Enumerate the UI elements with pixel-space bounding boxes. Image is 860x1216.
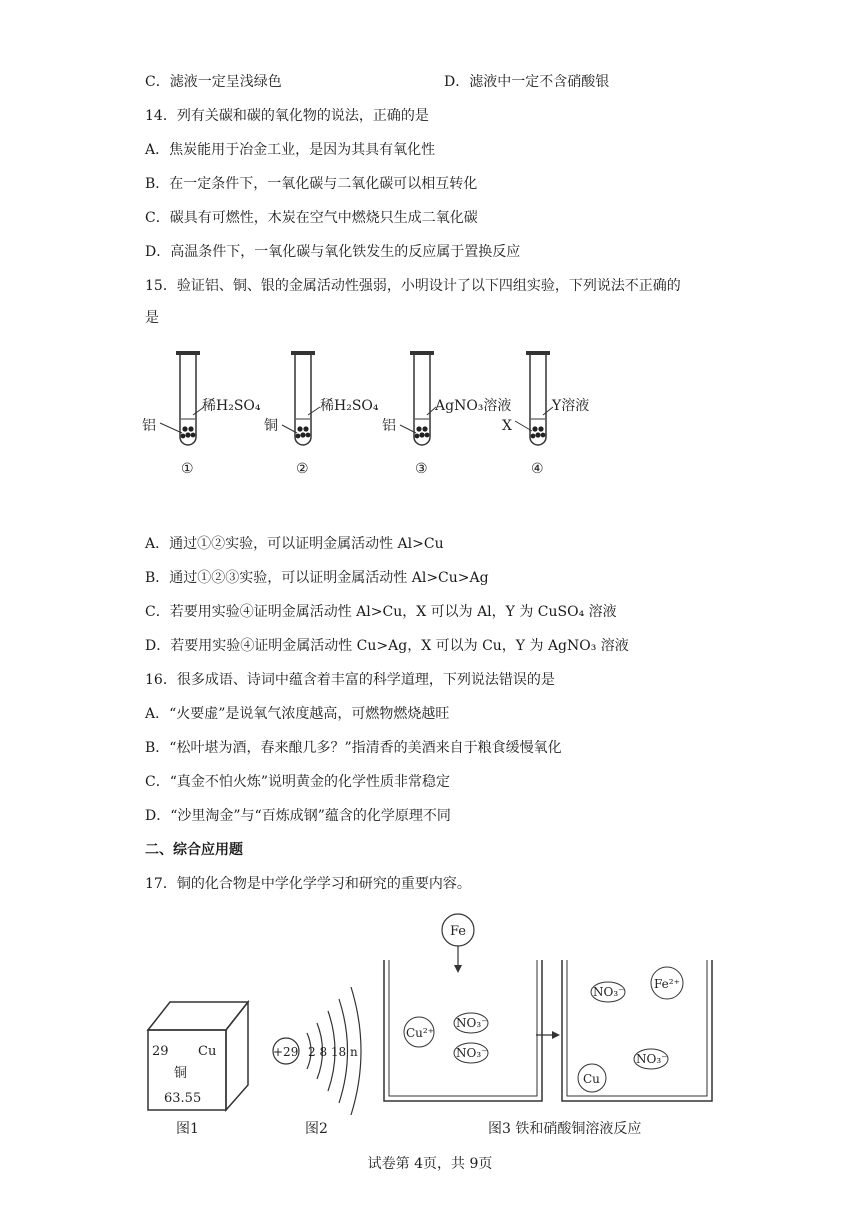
q14-option-b: B．在一定条件下，一氧化碳与二氧化碳可以相互转化 — [145, 176, 478, 192]
q13-option-d: D．滤液中一定不含硝酸银 — [444, 74, 610, 90]
tube-3-number: ③ — [415, 461, 428, 477]
fig3-left-ion-1: Cu²⁺ — [406, 1026, 435, 1040]
q15-option-a: A．通过①②实验，可以证明金属活动性 Al>Cu — [145, 536, 444, 552]
q15-option-d: D．若要用实验④证明金属活动性 Cu>Ag，X 可以为 Cu，Y 为 AgNO₃ 溶液 — [145, 638, 629, 654]
q15-stem-line2: 是 — [145, 310, 159, 326]
q16-option-c: C．“真金不怕火炼”说明黄金的化学性质非常稳定 — [145, 774, 451, 790]
fig1-symbol: Cu — [198, 1044, 217, 1059]
q17-stem: 17．铜的化合物是中学化学学习和研究的重要内容。 — [145, 876, 471, 892]
fig3-caption: 图3 铁和硝酸铜溶液反应 — [488, 1121, 642, 1137]
fig3-reaction — [384, 914, 712, 1137]
fig3-right-ion-2: Fe²⁺ — [654, 977, 680, 991]
q17-figures — [140, 905, 730, 1145]
fig2-nucleus: +29 — [273, 1045, 299, 1059]
q15-option-b: B．通过①②③实验，可以证明金属活动性 Al>Cu>Ag — [145, 570, 489, 586]
tube-2-solution: 稀H₂SO₄ — [320, 398, 379, 414]
q13-option-c: C．滤液一定呈浅绿色 — [145, 74, 282, 90]
fig3-right-ion-1: NO₃⁻ — [593, 985, 625, 999]
q15-stem-line1: 15．验证铝、铜、银的金属活动性强弱，小明设计了以下四组实验，下列说法不正确的 — [145, 278, 681, 294]
fig1-mass: 63.55 — [164, 1091, 202, 1106]
tube-1-number: ① — [181, 461, 194, 477]
tube-2-number: ② — [296, 461, 309, 477]
test-tube-2 — [264, 351, 379, 477]
tube-4-solution: Y溶液 — [552, 398, 590, 414]
q15-option-c: C．若要用实验④证明金属活动性 Al>Cu，X 可以为 Al，Y 为 CuSO₄ 溶液 — [145, 604, 617, 620]
fig2-shells: 2 8 18 n — [308, 1045, 358, 1059]
q14-stem: 14．列有关碳和碳的氧化物的说法，正确的是 — [145, 108, 429, 124]
tube-1-solution: 稀H₂SO₄ — [202, 398, 261, 414]
q16-option-b: B．“松叶堪为酒，春来酿几多？”指清香的美酒来自于粮食缓慢氧化 — [145, 740, 562, 756]
tube-4-metal: X — [502, 418, 512, 434]
fig1-atomic-number: 29 — [152, 1044, 169, 1059]
tube-3-solution: AgNO₃溶液 — [435, 398, 512, 414]
fig1-element-cube — [148, 1002, 248, 1137]
tube-2-metal: 铜 — [264, 418, 278, 434]
test-tube-4 — [502, 351, 589, 477]
test-tube-3 — [382, 351, 511, 477]
tube-1-metal: 铝 — [142, 418, 156, 434]
q14-option-c: C．碳具有可燃性，木炭在空气中燃烧只生成二氧化碳 — [145, 210, 478, 226]
tube-3-metal: 铝 — [382, 418, 396, 434]
fig2-caption: 图2 — [305, 1121, 328, 1137]
test-tube-1 — [142, 351, 261, 477]
fig2-atom-structure — [273, 987, 361, 1137]
fig1-caption: 图1 — [176, 1121, 199, 1137]
q16-stem: 16．很多成语、诗词中蕴含着丰富的科学道理，下列说法错误的是 — [145, 672, 555, 688]
page-footer: 试卷第 4页，共 9页 — [367, 1156, 493, 1172]
q14-option-d: D．高温条件下，一氧化碳与氧化铁发生的反应属于置换反应 — [145, 244, 521, 260]
fig3-left-ion-2: NO₃⁻ — [456, 1016, 488, 1030]
fig3-added-metal: Fe — [450, 924, 467, 939]
q14-option-a: A．焦炭能用于冶金工业，是因为其具有氧化性 — [145, 142, 436, 158]
q16-option-a: A．“火要虚”是说氧气浓度越高，可燃物燃烧越旺 — [145, 706, 450, 722]
tube-4-number: ④ — [531, 461, 544, 477]
q16-option-d: D．“沙里淘金”与“百炼成钢”蕴含的化学原理不同 — [145, 808, 451, 824]
fig1-name: 铜 — [174, 1066, 188, 1081]
q15-test-tube-figure — [140, 345, 610, 485]
fig3-right-ion-4: Cu — [583, 1072, 600, 1086]
section-heading: 二、综合应用题 — [145, 842, 243, 858]
fig3-left-ion-3: NO₃⁻ — [456, 1046, 488, 1060]
fig3-right-ion-3: NO₃⁻ — [636, 1052, 668, 1066]
